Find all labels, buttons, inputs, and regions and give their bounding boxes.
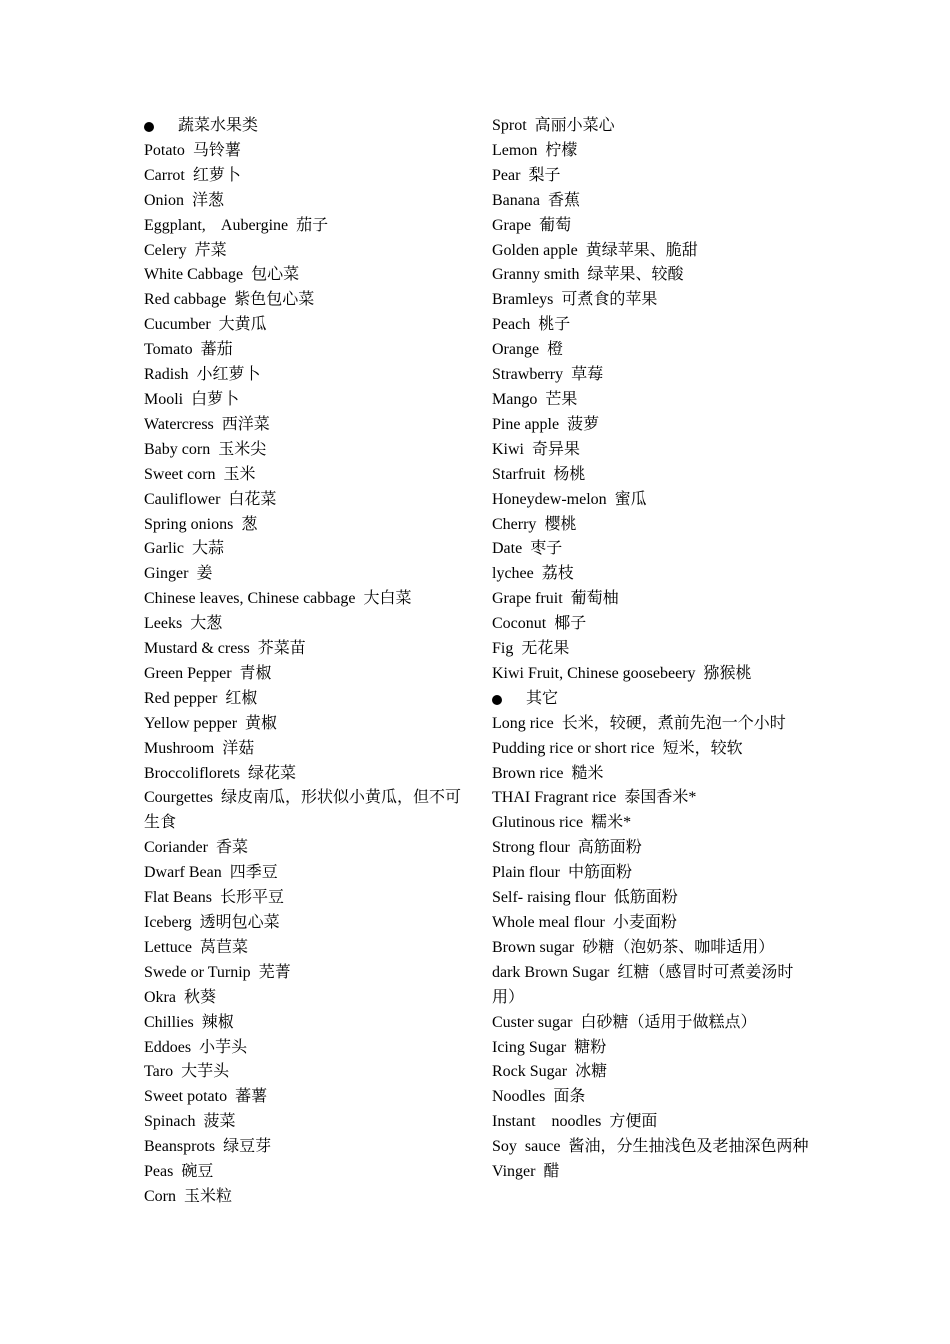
list-item [492,363,810,388]
list-item [492,189,810,214]
list-item [144,513,464,538]
list-item [492,836,810,861]
chinese-term: 高丽小菜心 [534,117,615,134]
list-item [492,712,810,737]
chinese-term: 芥菜苗 [257,640,306,658]
chinese-term: 白萝卜 [191,390,240,408]
chinese-term: 猕猴桃 [703,664,752,682]
list-item [144,612,464,637]
left-column [144,114,464,1210]
bullet-icon [492,695,502,705]
english-term: Lettuce [144,938,192,956]
english-term: Custer sugar [492,1013,573,1031]
list-item [492,587,810,612]
english-term: Watercress [144,415,214,433]
chinese-term: 糯米* [591,814,632,832]
list-item [144,263,464,288]
list-item [144,488,464,513]
list-item [492,1060,810,1085]
english-term: Red pepper [144,689,218,707]
fruit-list [492,114,810,687]
list-item [144,562,464,587]
english-term: Okra [144,988,176,1006]
english-term: Orange [492,341,540,359]
list-item [144,836,464,861]
list-item [144,537,464,562]
list-item [492,413,810,438]
chinese-term: 透明包心菜 [199,914,280,931]
list-item [492,438,810,463]
list-item [492,388,810,413]
chinese-term: 茄子 [296,216,329,234]
chinese-term: 辣椒 [201,1013,234,1031]
list-item [144,463,464,488]
list-item [492,164,810,189]
english-term: Lemon [492,141,538,159]
chinese-term: 泰国香米* [624,789,697,807]
list-item [492,737,810,762]
list-item [492,214,810,239]
chinese-term: 碗豆 [181,1163,214,1181]
english-term: Ginger [144,565,189,583]
list-item [144,886,464,911]
english-term: Garlic [144,540,184,558]
list-item [144,861,464,886]
list-item [144,737,464,762]
chinese-term: 无花果 [521,640,570,658]
list-item [492,338,810,363]
english-term: Red cabbage [144,291,227,309]
list-item [492,239,810,264]
english-term: Sweet corn [144,465,216,483]
vegetable-list [144,139,464,1210]
english-term: Kiwi [492,440,524,458]
chinese-term: 绿苹果、较酸 [587,266,684,284]
english-term: Grape [492,216,532,234]
english-term: Pear [492,166,521,184]
list-item [144,1135,464,1160]
list-item [492,961,810,1011]
list-item [144,438,464,463]
english-term: Golden apple [492,241,578,259]
list-item [492,1085,810,1110]
english-term: Peach [492,316,531,334]
chinese-term: 酱油，分生抽浅色及老抽深色两种 [568,1138,809,1156]
chinese-term: 马铃薯 [192,141,241,159]
chinese-term: 姜 [196,565,213,583]
chinese-term: 绿豆芽 [223,1138,272,1156]
english-term: Mustard & cress [144,640,250,658]
list-item [144,288,464,313]
list-item [492,263,810,288]
list-item [492,139,810,164]
chinese-term: 草莓 [571,366,604,384]
list-item [492,936,810,961]
list-item [492,1160,810,1185]
list-item [144,687,464,712]
english-term: Baby corn [144,440,211,458]
list-item [144,587,464,612]
english-term: Leeks [144,615,183,633]
english-term: Cherry [492,515,537,533]
list-item [492,463,810,488]
list-item [144,986,464,1011]
english-term: Onion [144,191,184,209]
english-term: Rock Sugar [492,1063,568,1081]
english-term: Pine apple [492,415,560,433]
english-term: Cauliflower [144,490,221,508]
chinese-term: 玉米粒 [184,1187,233,1205]
section-heading-vegetables-fruits: 蔬菜水果类 [144,114,464,139]
english-term: Iceberg [144,914,192,931]
chinese-term: 白砂糖（适用于做糕点） [580,1013,757,1031]
list-item [492,811,810,836]
list-item [492,911,810,936]
english-term: Coriander [144,839,208,857]
chinese-term: 红萝卜 [192,166,241,184]
chinese-term: 小芋头 [199,1038,248,1056]
chinese-term: 面条 [553,1088,586,1106]
english-term: Strong flour [492,839,570,857]
english-term: Bramleys [492,291,554,309]
list-item [144,1160,464,1185]
english-term: Kiwi Fruit, Chinese goosebeery [492,664,696,682]
chinese-term: 蕃薯 [235,1088,268,1106]
english-term: Eddoes [144,1038,192,1056]
chinese-term: 四季豆 [229,864,278,882]
list-item [144,1110,464,1135]
list-item [144,1060,464,1085]
english-term: Spinach [144,1113,196,1131]
list-item [144,189,464,214]
chinese-term: 香蕉 [547,191,580,209]
chinese-term: 椰子 [554,615,587,633]
english-term: Coconut [492,615,547,633]
english-term: Noodles [492,1088,546,1106]
english-term: Brown sugar [492,938,575,956]
english-term: THAI Fragrant rice [492,789,617,807]
list-item [144,1011,464,1036]
english-term: Yellow pepper [144,714,238,732]
english-term: Mango [492,390,538,408]
chinese-term: 长形平豆 [220,889,285,907]
list-item [144,1185,464,1210]
english-term: Plain flour [492,864,560,882]
english-term: Tomato [144,341,193,359]
chinese-term: 莴苣菜 [199,938,248,956]
list-item [492,288,810,313]
chinese-term: 大葱 [190,615,223,633]
list-item [144,338,464,363]
list-item [492,1036,810,1061]
chinese-term: 蕃茄 [200,341,233,359]
english-term: Starfruit [492,465,546,483]
english-term: Glutinous rice [492,814,584,832]
english-term: Granny smith [492,266,580,284]
english-term: Spring onions [144,515,234,533]
chinese-term: 小红萝卜 [196,366,261,384]
list-item [144,662,464,687]
list-item [492,762,810,787]
list-item [492,1110,810,1135]
chinese-term: 大芋头 [181,1063,230,1081]
list-item [144,762,464,787]
chinese-term: 芒果 [545,390,578,408]
chinese-term: 葡萄 [539,216,572,234]
list-item [492,886,810,911]
english-term: Corn [144,1187,176,1205]
english-term: lychee [492,565,534,583]
chinese-term: 橙 [547,341,564,359]
chinese-term: 黄椒 [245,714,278,732]
list-item [144,637,464,662]
list-item [492,612,810,637]
list-item [144,413,464,438]
chinese-term: 高筋面粉 [577,839,642,857]
list-item [492,1135,810,1160]
list-item [144,961,464,986]
chinese-term: 红椒 [225,689,258,707]
english-term: Instant noodles [492,1113,602,1131]
chinese-term: 小麦面粉 [612,914,677,931]
english-term: Icing Sugar [492,1038,567,1056]
chinese-term: 蜜瓜 [614,490,647,508]
chinese-term: 糙米 [571,764,604,782]
english-term: Banana [492,191,540,209]
list-item [144,1036,464,1061]
chinese-term: 青椒 [239,664,272,682]
list-item [144,164,464,189]
chinese-term: 玉米 [223,465,256,483]
chinese-term: 杨桃 [553,465,586,483]
chinese-term: 梨子 [528,166,561,184]
english-term: Sweet potato [144,1088,228,1106]
english-term: Potato [144,141,185,159]
english-term: Long rice [492,714,554,732]
list-item [144,911,464,936]
english-term: Cucumber [144,316,211,334]
chinese-term: 低筋面粉 [613,889,678,907]
list-item [492,637,810,662]
english-term: Radish [144,366,189,384]
english-term: Dwarf Bean [144,864,222,882]
other-list [492,712,810,1185]
chinese-term: 玉米尖 [218,440,267,458]
bullet-icon [144,122,154,132]
english-term: Taro [144,1063,174,1081]
chinese-term: 冰糖 [575,1063,608,1081]
chinese-term: 紫色包心菜 [234,291,315,309]
chinese-term: 芜菁 [258,963,291,981]
chinese-term: 绿皮南瓜，形状似小黄瓜，但不可生食 [144,789,462,832]
english-term: Honeydew-melon [492,490,607,508]
chinese-term: 大黄瓜 [218,316,267,334]
list-item [144,786,464,836]
english-term: Sprot [492,117,527,134]
list-item [492,562,810,587]
list-item [492,662,810,687]
chinese-term: 大白菜 [363,590,412,608]
chinese-term: 秋葵 [183,988,216,1006]
chinese-term: 包心菜 [251,266,300,284]
english-term: Peas [144,1163,174,1181]
english-term: Mushroom [144,739,215,757]
chinese-term: 奇异果 [532,440,581,458]
list-item [492,313,810,338]
chinese-term: 荔枝 [541,565,574,583]
english-term: Celery [144,241,187,259]
english-term: Pudding rice or short rice [492,739,655,757]
english-term: Chinese leaves, Chinese cabbage [144,590,356,608]
chinese-term: 可煮食的苹果 [561,291,658,309]
chinese-term: 红糖（感冒时可煮姜汤时用） [492,963,794,1006]
list-item [492,114,810,139]
list-item [144,388,464,413]
chinese-term: 砂糖（泡奶茶、咖啡适用） [582,938,775,956]
chinese-term: 绿花菜 [247,764,296,782]
list-item [492,1011,810,1036]
list-item [144,139,464,164]
chinese-term: 大蒜 [191,540,224,558]
english-term: Self- raising flour [492,889,606,907]
chinese-term: 方便面 [609,1113,658,1131]
chinese-term: 洋菇 [222,739,255,757]
chinese-term: 西洋菜 [221,415,270,433]
chinese-term: 洋葱 [192,191,225,209]
list-item [144,363,464,388]
list-item [144,936,464,961]
chinese-term: 柠檬 [545,141,578,159]
chinese-term: 葱 [241,515,258,533]
chinese-term: 醋 [543,1163,560,1181]
chinese-term: 樱桃 [544,515,577,533]
list-item [144,214,464,239]
chinese-term: 香菜 [215,839,248,857]
chinese-term: 长米，较硬，煮前先泡一个小时 [561,714,786,732]
english-term: Mooli [144,390,184,408]
list-item [492,861,810,886]
english-term: Chillies [144,1013,194,1031]
list-item [144,1085,464,1110]
english-term: Beansprots [144,1138,216,1156]
english-term: Soy sauce [492,1138,561,1156]
english-term: Grape fruit [492,590,563,608]
english-term: Broccoliflorets [144,764,240,782]
english-term: Whole meal flour [492,914,605,931]
list-item [144,239,464,264]
list-item [492,537,810,562]
english-term: dark Brown Sugar [492,963,610,981]
chinese-term: 葡萄柚 [570,590,619,608]
english-term: Carrot [144,166,185,184]
chinese-term: 菠菜 [203,1113,236,1131]
english-term: Date [492,540,523,558]
english-term: Courgettes [144,789,214,807]
list-item [492,488,810,513]
english-term: Swede or Turnip [144,963,251,981]
chinese-term: 糖粉 [574,1038,607,1056]
chinese-term: 黄绿苹果、脆甜 [585,241,698,259]
english-term: Green Pepper [144,664,232,682]
english-term: Strawberry [492,366,564,384]
chinese-term: 菠萝 [567,415,600,433]
chinese-term: 桃子 [538,316,571,334]
list-item [492,786,810,811]
english-term: Vinger [492,1163,536,1181]
chinese-term: 白花菜 [228,490,277,508]
chinese-term: 中筋面粉 [568,864,633,882]
list-item [144,712,464,737]
list-item [492,513,810,538]
chinese-term: 短米，较软 [662,739,743,757]
english-term: Eggplant, Aubergine [144,216,289,234]
english-term: White Cabbage [144,266,244,284]
english-term: Flat Beans [144,889,212,907]
chinese-term: 芹菜 [194,241,227,259]
english-term: Brown rice [492,764,564,782]
right-column [492,114,810,1185]
chinese-term: 枣子 [530,540,563,558]
english-term: Fig [492,640,514,658]
section-heading-others: 其它 [492,687,810,712]
list-item [144,313,464,338]
